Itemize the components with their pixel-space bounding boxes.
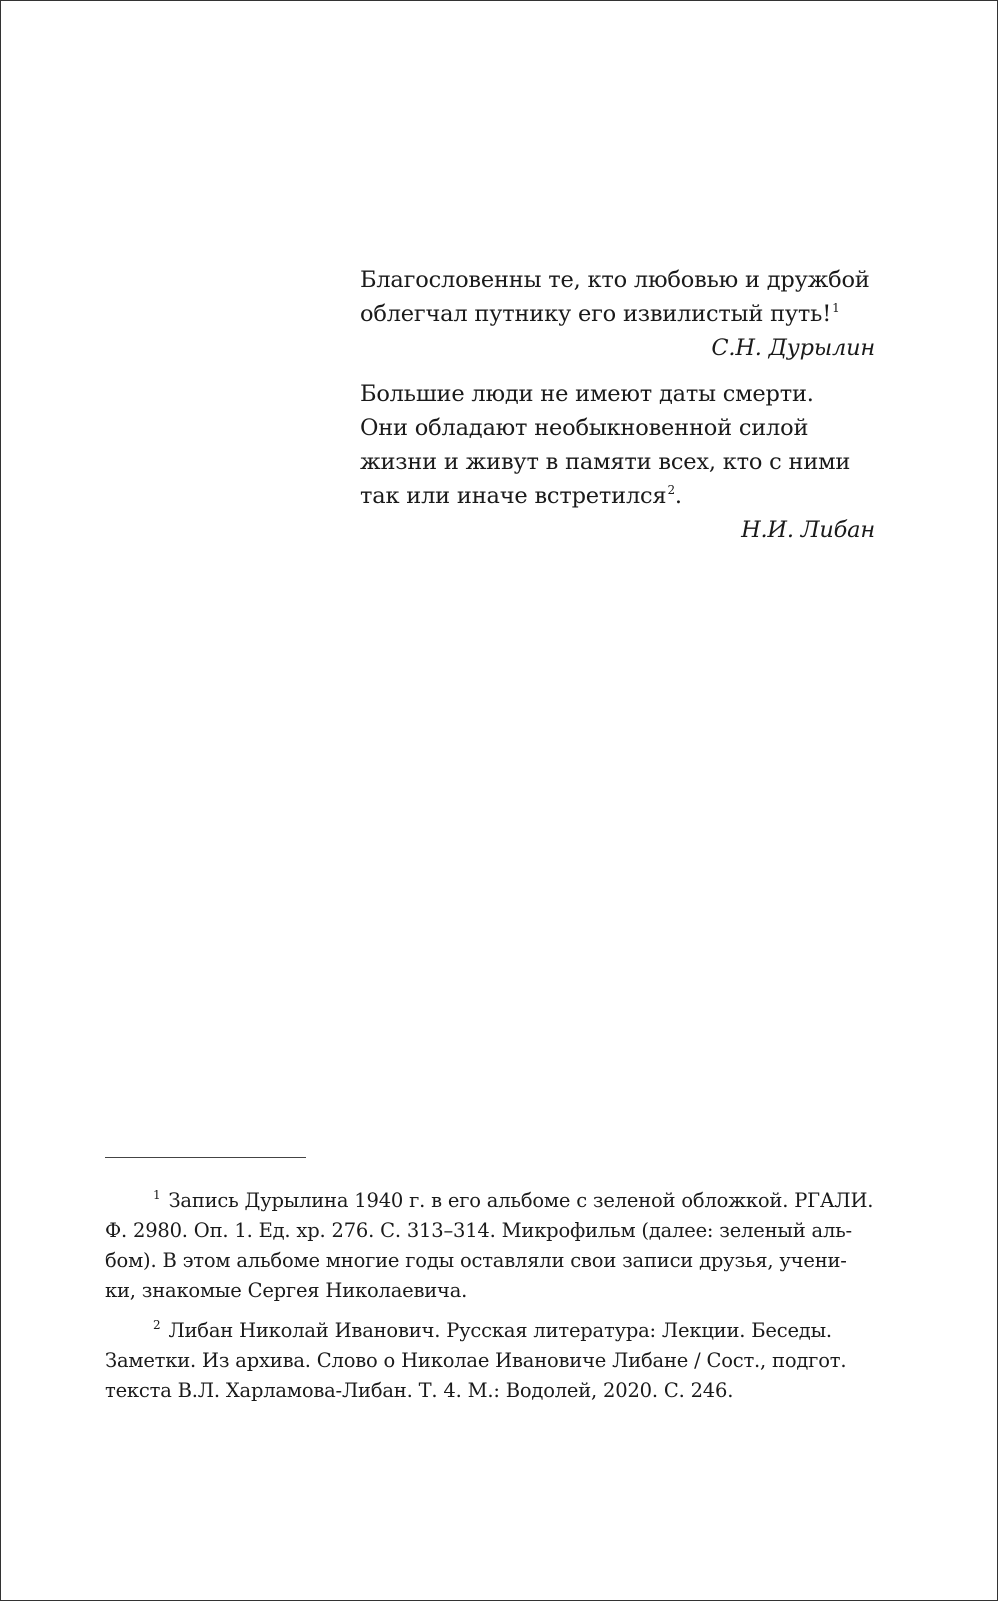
epigraph-line: жизни и живут в памяти всех, кто с ними [360,449,851,475]
epigraph-line: Они обладают необыкновенной силой [360,415,809,441]
epigraph-line: Большие люди не имеют даты смерти. [360,381,814,407]
footnote-line: $^2$ Либан Николай Иванович. Русская литература: Лекции. Беседы. [153,1318,832,1342]
footnote-mark: 1 [153,1188,161,1202]
footnote-line: текста В.Л. Харламова-Либан. Т. 4. М.: Водолей, 2020. С. 246. [105,1379,734,1402]
footnote-line: $^1$ Запись Дурылина 1940 г. в его альбоме с зеленой обложкой. РГАЛИ. [153,1188,874,1212]
footnote-ref-2[interactable]: 2 [667,483,675,497]
epigraphs [360,263,875,547]
footnote-2 [105,1316,875,1406]
footnote-line: бом). В этом альбоме многие годы оставляли свои записи друзья, учени- [105,1249,847,1272]
footnote-line: Ф. 2980. Оп. 1. Ед. хр. 276. С. 313–314. Микрофильм (далее: зеленый аль- [105,1219,852,1242]
epigraph-durylin [360,263,875,365]
epigraph-line: облегчал путнику его извилистый путь!$^1$ [360,301,840,327]
epigraph-liban [360,377,875,547]
footnotes [105,1186,875,1406]
footnote-1 [105,1186,875,1306]
epigraph-author: Н.И. Либан [741,517,875,543]
footnote-ref-1[interactable]: 1 [832,301,840,315]
footnote-mark: 2 [153,1318,161,1332]
epigraph-author: С.Н. Дурылин [711,335,875,361]
epigraph-line: Благословенны те, кто любовью и дружбой [360,267,870,293]
footnote-line: Заметки. Из архива. Слово о Николае Ивановиче Либане / Сост., подгот. [105,1349,847,1372]
footnote-line: ки, знакомые Сергея Николаевича. [105,1279,468,1302]
footnote-separator [105,1157,306,1158]
epigraph-line: так или иначе встретился$^2$. [360,483,682,509]
